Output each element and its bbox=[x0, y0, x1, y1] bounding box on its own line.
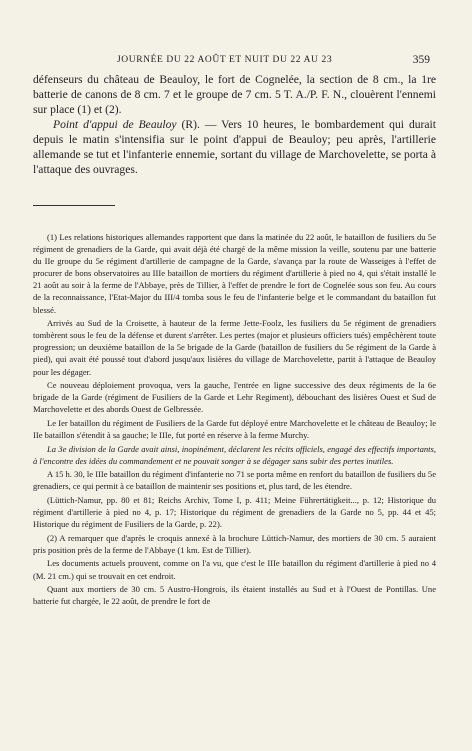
footnote-paragraph: Ce nouveau déploiement provoqua, vers la gauche, l'entrée en ligne successive des deux régiments de la 6e brigade de la Garde (régiment de Fusiliers de la Garde et Lehr Regiment), débouchant des lisières Ouest et Sud de Marchovelette et des abords Ouest de Gelbressée. bbox=[33, 380, 436, 415]
footnote-paragraph: La 3e division de la Garde avait ainsi, inopinément, déclarent les récits officiels, engagé des effectifs importants, à l'encontre des idées du commandement et ne pouvait songer à se dégager sans subir des pertes inutiles. bbox=[33, 443, 436, 466]
body-paragraph-1: défenseurs du château de Beauloy, le fort de Cognelée, la section de 8 cm., la 1re batterie de canons de 8 cm. 7 et le groupe de 7 cm. 5 T. A./P. F. N., clouèrent l'ennemi sur place (1) et (2). bbox=[33, 73, 436, 116]
footnote-paragraph: Le Ier bataillon du régiment de Fusiliers de la Garde fut déployé entre Marchovelette et le château de Beauloy; le IIe bataillon s'étendit à sa gauche; le IIIe, fut porté en réserve à la ferme Murchy. bbox=[33, 417, 436, 440]
footnote-paragraph: Arrivés au Sud de la Croisette, à hauteur de la ferme Jette-Foolz, les fusiliers du 5e régiment de grenadiers tombèrent sous le feu de la défense et durent s'arrêter. Les pertes (major et plusieurs officiers tués) empêchèrent toute progression; un deuxième bataillon de la 5e brigade de la Garde (bataillon de fusiliers du 5e régiment de la Garde à pied), qui avait été poussé tout d'abord jusqu'aux lisières du village de Marchovelette, partit à l'attaque de Beauloy pour les dégager. bbox=[33, 318, 436, 377]
footnotes bbox=[33, 231, 436, 609]
footnote-paragraph: Quant aux mortiers de 30 cm. 5 Austro-Hongrois, ils étaient installés au Sud et à l'Ouest de Pontillas. Une batterie fut chargée, le 22 août, de prendre le fort de bbox=[33, 584, 436, 607]
running-title: JOURNÉE DU 22 AOÛT ET NUIT DU 22 AU 23 bbox=[117, 55, 333, 65]
body-paragraph-2 bbox=[33, 117, 436, 177]
running-header bbox=[33, 55, 436, 69]
footnote-separator bbox=[33, 205, 115, 206]
footnote-paragraph: A 15 h. 30, le IIIe bataillon du régiment d'infanterie no 71 se porta même en renfort du bataillon de fusiliers du 5e grenadiers, ce qui permit à ce bataillon de maintenir ses positions et, plus tard, de les étendre. bbox=[33, 469, 436, 492]
section-heading-beauloy: Point d'appui de Beauloy bbox=[53, 118, 177, 131]
body-paragraph-2-text: (R). — Vers 10 heures, le bombardement qui durait depuis le matin s'intensifia sur le point d'appui de Beauloy; peu après, l'artillerie allemande se tut et l'infanterie ennemie, sortant du village de Marchovelette, se porta à l'attaque des ouvrages. bbox=[33, 118, 436, 176]
page-number: 359 bbox=[412, 54, 430, 66]
footnote-paragraph: (Lüttich-Namur, pp. 80 et 81; Reichs Archiv, Tome I, p. 411; Meine Führertätigkeit..., p. 12; Historique du régiment d'artillerie à pied no 4, p. 17; Historique du régiment de grenadiers de la Garde no 5, pp. 44 et 45; Historique du régiment de Fusiliers de la Garde, p. 22). bbox=[33, 494, 436, 530]
footnote-paragraph: Les documents actuels prouvent, comme on l'a vu, que c'est le IIIe bataillon du régiment d'artillerie à pied no 4 (M. 21 cm.) qui se trouvait en cet endroit. bbox=[33, 558, 436, 581]
footnote-paragraph: (2) A remarquer que d'après le croquis annexé à la brochure Lüttich-Namur, des mortiers de 30 cm. 5 auraient pris position près de la ferme de l'Abbaye (1 km. Est de Tillier). bbox=[33, 532, 436, 555]
main-text bbox=[33, 72, 436, 177]
footnote-paragraph: (1) Les relations historiques allemandes rapportent que dans la matinée du 22 août, le bataillon de fusiliers du 5e régiment de grenadiers de la Garde, qui avait déjà été chargé de la même mission la veille, soutenu par une batterie du IIe groupe du 5e régiment d'artillerie de campagne de la Garde, s'avança par la route de Wasseiges à l'effet de procurer de bons observatoires au IIIe bataillon de mortiers du régiment d'artillerie à pied no 4, qui s'était installé le 21 août au soir à la ferme de l'Abbaye, près de Tillier, à l'effet de prendre le fort de Cognelée sous son feu. Au cours de la reconnaissance, l'Etat-Major du III/4 tomba sous le feu de l'infanterie belge et le commandant du bataillon fut blessé. bbox=[33, 232, 436, 315]
